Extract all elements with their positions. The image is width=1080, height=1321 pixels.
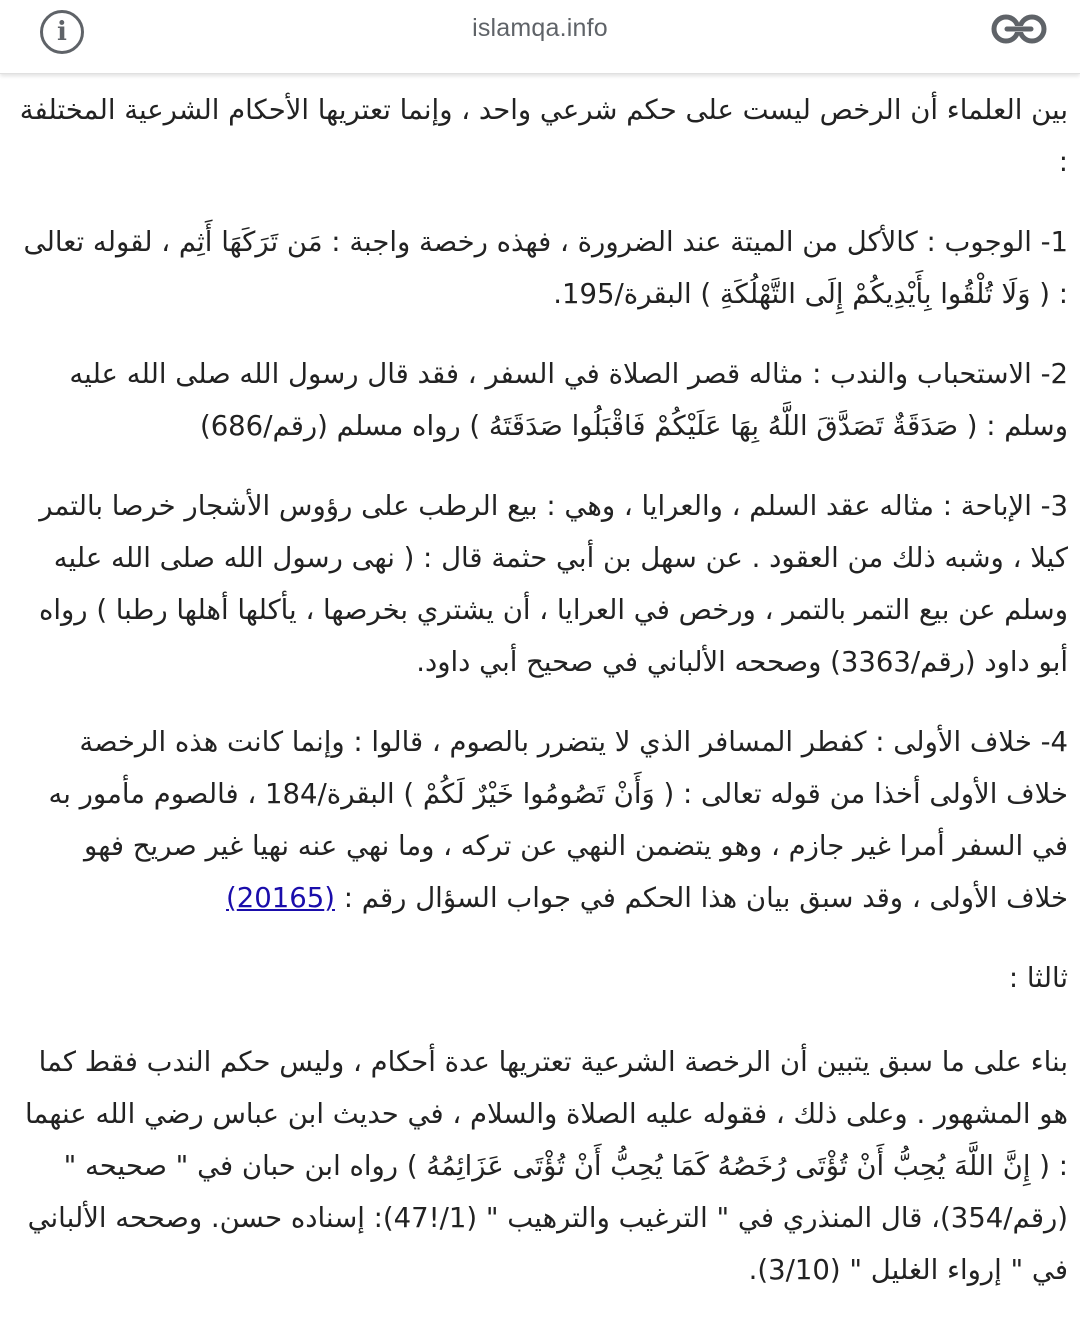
- item-recommended: 2- الاستحباب والندب : مثاله قصر الصلاة في السفر ، فقد قال رسول الله صلى الله عليه وسلم : ( صَدَقَةٌ تَصَدَّقَ اللَّهُ بِهَا عَلَيْكُمْ فَاقْبَلُوا صَدَقَتَهُ ) رواه مسلم (رقم/686): [69, 358, 1068, 442]
- conclusion-paragraph: بناء على ما سبق يتبين أن الرخصة الشرعية تعتريها عدة أحكام ، وليس حكم الندب فقط كما هو المشهور . وعلى ذلك ، فقوله عليه الصلاة والسلام ، في حديث ابن عباس رضي الله عنهما : ( إِنَّ اللَّهَ يُحِبُّ أَنْ تُؤْتَى رُخَصُهُ كَمَا يُحِبُّ أَنْ تُؤْتَى عَزَائِمُهُ ) رواه ابن حبان في " صحيحه " (رقم/354)، قال المنذري في " الترغيب والترهيب " (1/!47): إسناده حسن. وصححه الألباني في " إرواء الغليل " (3/10).: [25, 1046, 1068, 1286]
- intro-paragraph: بين العلماء أن الرخص ليست على حكم شرعي واحد ، وإنما تعتريها الأحكام الشرعية المختلفة :: [19, 94, 1068, 178]
- info-glyph: i: [57, 17, 67, 47]
- item4-text: 4- خلاف الأولى : كفطر المسافر الذي لا يتضرر بالصوم ، قالوا : وإنما كانت هذه الرخصة خلاف الأولى أخذا من قوله تعالى : ( وَأَنْ تَصُومُوا خَيْرٌ لَكُمْ ) البقرة/184 ، فالصوم مأمور به في السفر أمرا غير جازم ، وهو يتضمن النهي عن تركه ، وما نهي عنه نهيا غير صريح فهو خلاف الأولى ، وقد سبق بيان هذا الحكم في جواب السؤال رقم :: [48, 726, 1068, 914]
- article-body: [14, 84, 1068, 1321]
- section-heading-third: ثالثا :: [1008, 962, 1068, 994]
- item-obligation: 1- الوجوب : كالأكل من الميتة عند الضرورة ، فهذه رخصة واجبة : مَن تَرَكَهَا أَثِم ، لقوله تعالى : ( وَلَا تُلْقُوا بِأَيْدِيكُمْ إِلَى التَّهْلُكَةِ ) البقرة/195.: [23, 226, 1068, 310]
- page-domain[interactable]: islamqa.info: [472, 14, 608, 42]
- question-ref-link[interactable]: (20165): [226, 882, 335, 914]
- link-icon[interactable]: [990, 12, 1048, 48]
- item-contrary-to-preferable: [14, 716, 1068, 924]
- item-permissible: 3- الإباحة : مثاله عقد السلم ، والعرايا ، وهي : بيع الرطب على رؤوس الأشجار خرصا بالتمر كيلا ، وشبه ذلك من العقود . عن سهل بن أبي حثمة قال : ( نهى رسول الله صلى الله عليه وسلم عن بيع التمر بالتمر ، ورخص في العرايا ، أن يشتري بخرصها ، يأكلها أهلها رطبا ) رواه أبو داود (رقم/3363) وصححه الألباني في صحيح أبي داود.: [38, 490, 1068, 678]
- browser-top-bar: [0, 0, 1080, 74]
